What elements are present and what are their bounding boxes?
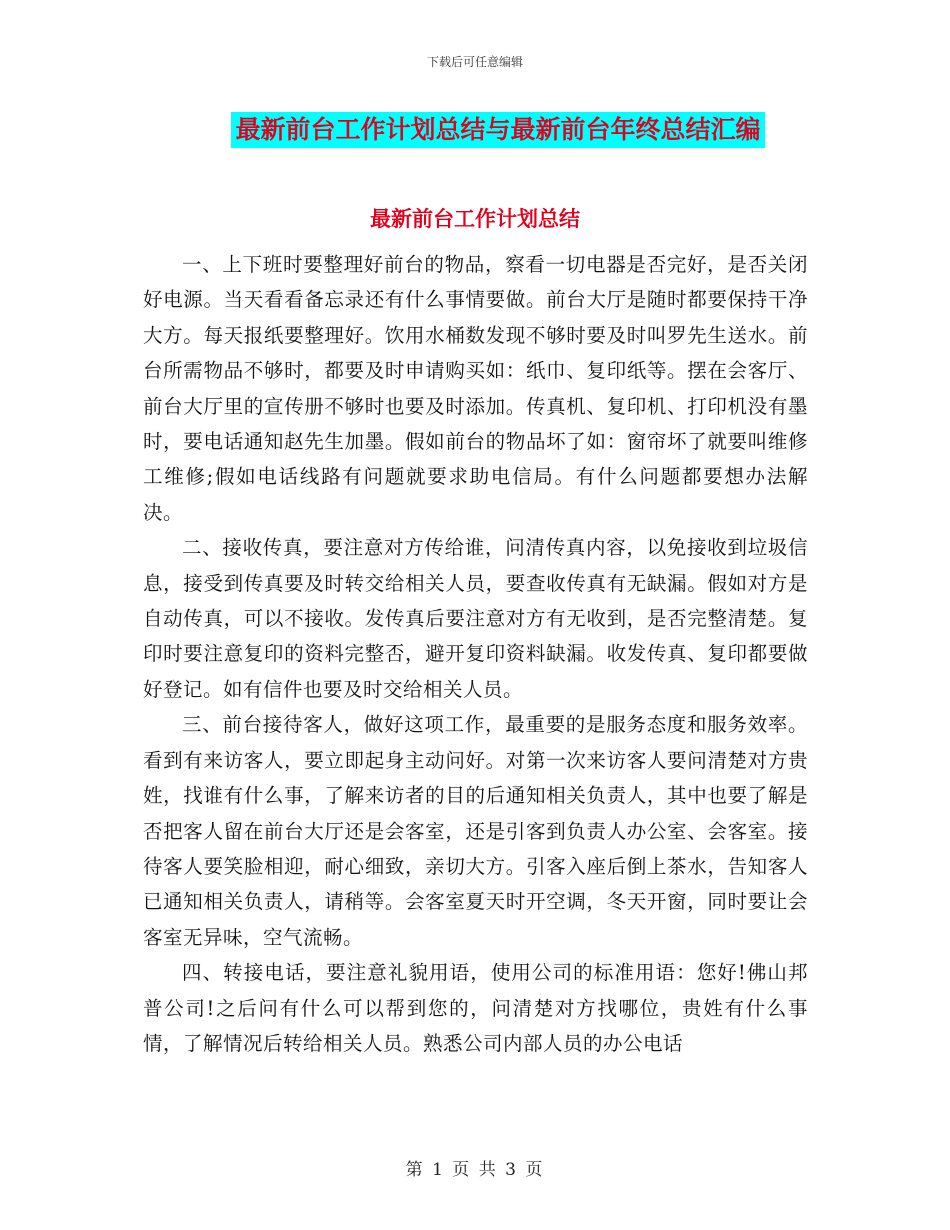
paragraph-2: 二、接收传真，要注意对方传给谁，问清传真内容，以免接收到垃圾信息，接受到传真要及时转交给相关人员，要查收传真有无缺漏。假如对方是自动传真，可以不接收。发传真后要注意对方有无收到，是否完整清楚。复印时要注意复印的资料完整否，避开复印资料缺漏。收发传真、复印都要做好登记。如有信件也要及时交给相关人员。: [143, 536, 808, 701]
paragraph-1: 一、上下班时要整理好前台的物品，察看一切电器是否完好，是否关闭好电源。当天看看备忘录还有什么事情要做。前台大厅是随时都要保持干净大方。每天报纸要整理好。饮用水桶数发现不够时要及时叫罗先生送水。前台所需物品不够时，都要及时申请购买如：纸巾、复印纸等。摆在会客厅、前台大厅里的宣传册不够时也要及时添加。传真机、复印机、打印机没有墨时，要电话通知赵先生加墨。假如前台的物品坏了如：窗帘坏了就要叫维修工维修;假如电话线路有问题就要求助电信局。有什么问题都要想办法解决。: [143, 253, 808, 524]
paragraph-4: 四、转接电话，要注意礼貌用语，使用公司的标准用语：您好!佛山邦普公司!之后问有什么可以帮到您的，问清楚对方找哪位，贵姓有什么事情，了解情况后转给相关人员。熟悉公司内部人员的办公电话: [143, 961, 808, 1055]
page-header-note: 下载后可任意编辑: [426, 55, 523, 69]
document-title-container: [0, 112, 950, 148]
page-number-footer: 第 1 页 共 3 页: [405, 1160, 545, 1180]
document-title: 最新前台工作计划总结与最新前台年终总结汇编: [231, 112, 764, 148]
document-body: [143, 247, 808, 1061]
section-heading: 最新前台工作计划总结: [370, 207, 580, 231]
paragraph-3: 三、前台接待客人，做好这项工作，最重要的是服务态度和服务效率。看到有来访客人，要立即起身主动问好。对第一次来访客人要问清楚对方贵姓，找谁有什么事，了解来访者的目的后通知相关负责人，其中也要了解是否把客人留在前台大厅还是会客室，还是引客到负责人办公室、会客室。接待客人要笑脸相迎，耐心细致，亲切大方。引客入座后倒上茶水，告知客人已通知相关负责人，请稍等。会客室夏天时开空调，冬天开窗，同时要让会客室无异味，空气流畅。: [143, 713, 808, 949]
